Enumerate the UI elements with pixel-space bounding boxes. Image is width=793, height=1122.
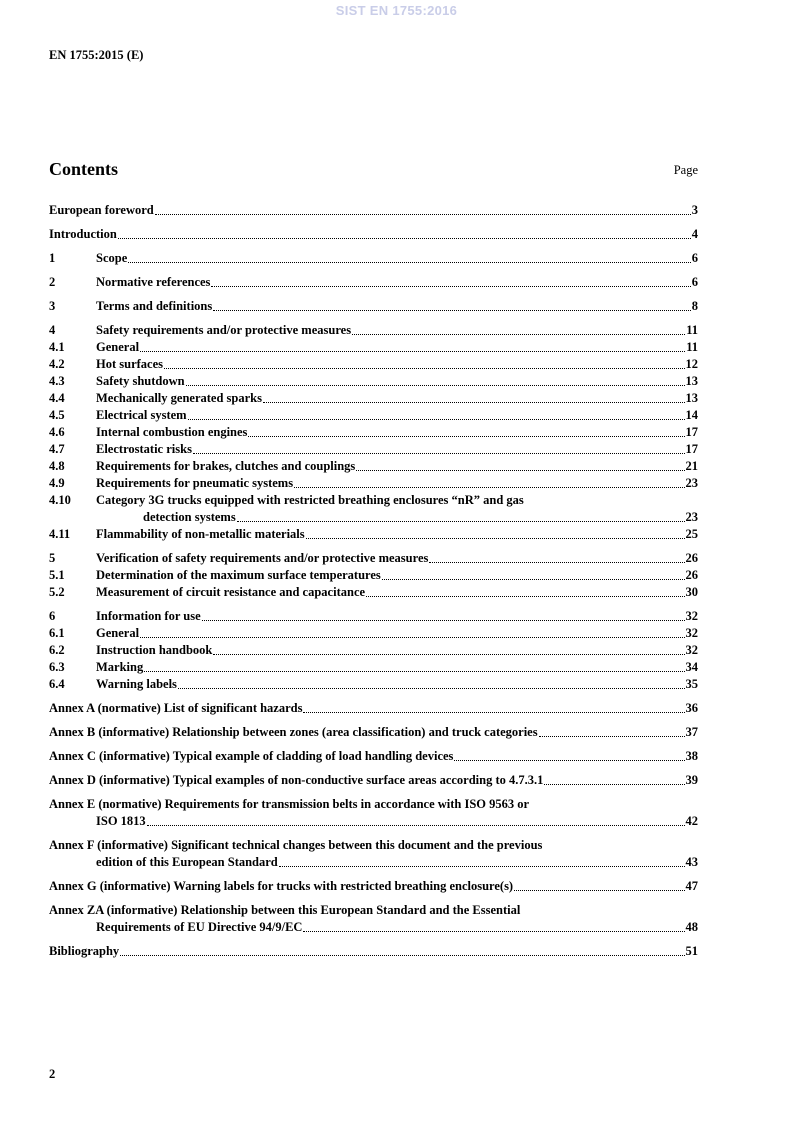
- toc-group: [49, 202, 698, 219]
- dot-leader: [120, 955, 684, 956]
- toc-group: [49, 322, 698, 543]
- toc-entry-page: 21: [685, 459, 698, 473]
- toc-entry-title: Requirements for pneumatic systems: [96, 476, 294, 490]
- toc-entry[interactable]: [49, 458, 698, 475]
- toc-group: [49, 878, 698, 895]
- toc-entry-title: General: [96, 340, 140, 354]
- toc-entry-title: Normative references: [96, 275, 211, 289]
- dot-leader: [128, 262, 691, 263]
- toc-entry-title: Annex B (informative) Relationship between zones (area classification) and truck categories: [49, 725, 538, 739]
- toc-entry[interactable]: [49, 274, 698, 291]
- dot-leader: [193, 453, 685, 454]
- toc-entry-title-continued: detection systems: [143, 510, 236, 524]
- toc-entry-title: Annex A (normative) List of significant hazards: [49, 701, 303, 715]
- toc-entry[interactable]: [49, 659, 698, 676]
- toc-entry[interactable]: [49, 373, 698, 390]
- toc-entry[interactable]: [49, 550, 698, 567]
- toc-entry-title: Marking: [96, 660, 144, 674]
- toc-entry-page: 17: [685, 425, 698, 439]
- dot-leader: [213, 310, 691, 311]
- toc-entry-title: Annex F (informative) Significant technical changes between this document and the previous: [49, 838, 543, 852]
- dot-leader: [144, 671, 684, 672]
- toc-entry[interactable]: [49, 424, 698, 441]
- toc-entry[interactable]: [49, 475, 698, 492]
- dot-leader: [294, 487, 684, 488]
- dot-leader: [454, 760, 684, 761]
- toc-entry[interactable]: [49, 796, 698, 830]
- toc-entry[interactable]: [49, 339, 698, 356]
- toc-entry-number: 5: [49, 551, 56, 565]
- dot-leader: [366, 596, 684, 597]
- toc-entry-number: 4.6: [49, 425, 65, 439]
- toc-entry-page: 23: [685, 476, 698, 490]
- toc-entry-page: 26: [685, 568, 698, 582]
- toc-entry-page: 26: [685, 551, 698, 565]
- toc-entry[interactable]: [49, 748, 698, 765]
- toc-entry[interactable]: [49, 390, 698, 407]
- toc-entry-title: Requirements for brakes, clutches and couplings: [96, 459, 356, 473]
- toc-group: [49, 772, 698, 789]
- toc-entry-number: 5.2: [49, 585, 65, 599]
- toc-entry-page: 23: [685, 510, 698, 524]
- toc-group: [49, 608, 698, 693]
- toc-entry-number: 5.1: [49, 568, 65, 582]
- toc-entry-title: Bibliography: [49, 944, 120, 958]
- toc-entry-page: 13: [685, 391, 698, 405]
- toc-entry-number: 1: [49, 251, 56, 265]
- toc-group: [49, 748, 698, 765]
- toc-entry-title: Hot surfaces: [96, 357, 163, 371]
- toc-entry-number: 4.8: [49, 459, 65, 473]
- dot-leader: [544, 784, 684, 785]
- toc-entry[interactable]: [49, 322, 698, 339]
- toc-entry-page: 39: [685, 773, 698, 787]
- toc-entry-number: 4.3: [49, 374, 65, 388]
- toc-entry-title: Annex C (informative) Typical example of cladding of load handling devices: [49, 749, 454, 763]
- dot-leader: [118, 238, 691, 239]
- dot-leader: [306, 538, 685, 539]
- toc-entry-title: Warning labels: [96, 677, 177, 691]
- dot-leader: [140, 351, 685, 352]
- table-of-contents: [49, 202, 698, 967]
- document-id: EN 1755:2015 (E): [49, 48, 144, 62]
- dot-leader: [248, 436, 684, 437]
- toc-entry[interactable]: [49, 298, 698, 315]
- toc-entry[interactable]: [49, 492, 698, 526]
- dot-leader: [352, 334, 685, 335]
- toc-entry-title: Information for use: [96, 609, 201, 623]
- toc-entry-number: 6.2: [49, 643, 65, 657]
- toc-entry-number: 4.7: [49, 442, 65, 456]
- toc-group: [49, 250, 698, 267]
- toc-entry-page: 38: [685, 749, 698, 763]
- toc-entry-page: 25: [685, 527, 698, 541]
- toc-entry-title: Annex D (informative) Typical examples of non-conductive surface areas according to 4.7.3.1: [49, 773, 544, 787]
- toc-entry-title: General: [96, 626, 140, 640]
- toc-entry-title: Safety requirements and/or protective measures: [96, 323, 352, 337]
- dot-leader: [237, 521, 685, 522]
- toc-entry[interactable]: [49, 943, 698, 960]
- toc-entry-number: 4.10: [49, 493, 71, 507]
- toc-entry-title: Annex G (informative) Warning labels for trucks with restricted breathing enclosure(s): [49, 879, 514, 893]
- toc-entry[interactable]: [49, 202, 698, 219]
- toc-group: [49, 298, 698, 315]
- toc-entry-page: 48: [685, 920, 698, 934]
- toc-entry-page: 4: [691, 227, 698, 241]
- toc-entry-number: 4.11: [49, 527, 71, 541]
- toc-entry-number: 2: [49, 275, 56, 289]
- toc-entry-title: Category 3G trucks equipped with restricted breathing enclosures “nR” and gas: [96, 493, 524, 507]
- toc-group: [49, 226, 698, 243]
- toc-entry-number: 4: [49, 323, 56, 337]
- dot-leader: [539, 736, 685, 737]
- toc-group: [49, 902, 698, 936]
- toc-entry-page: 11: [686, 340, 698, 354]
- dot-leader: [178, 688, 685, 689]
- toc-entry-number: 6.3: [49, 660, 65, 674]
- toc-entry-title: Mechanically generated sparks: [96, 391, 262, 405]
- toc-entry-number: 4.9: [49, 476, 65, 490]
- dot-leader: [213, 654, 684, 655]
- toc-entry-title: Terms and definitions: [96, 299, 213, 313]
- dot-leader: [263, 402, 685, 403]
- dot-leader: [356, 470, 684, 471]
- toc-entry[interactable]: [49, 642, 698, 659]
- page-column-label: Page: [673, 163, 698, 177]
- toc-entry-page: 3: [691, 203, 698, 217]
- toc-entry[interactable]: [49, 902, 698, 936]
- toc-entry[interactable]: [49, 772, 698, 789]
- toc-entry-page: 6: [691, 251, 698, 265]
- dot-leader: [382, 579, 685, 580]
- toc-group: [49, 700, 698, 717]
- footer-page-number: 2: [49, 1067, 56, 1081]
- toc-group: [49, 274, 698, 291]
- watermark: SIST EN 1755:2016: [335, 3, 458, 18]
- toc-entry[interactable]: [49, 526, 698, 543]
- toc-entry[interactable]: [49, 676, 698, 693]
- dot-leader: [155, 214, 691, 215]
- toc-entry[interactable]: [49, 441, 698, 458]
- toc-entry-title: Electrical system: [96, 408, 187, 422]
- toc-entry-title: Measurement of circuit resistance and capacitance: [96, 585, 366, 599]
- toc-entry[interactable]: [49, 608, 698, 625]
- toc-entry-page: 34: [685, 660, 698, 674]
- toc-entry[interactable]: [49, 584, 698, 601]
- toc-entry-title: Flammability of non-metallic materials: [96, 527, 305, 541]
- toc-entry-title-continued: edition of this European Standard: [96, 855, 278, 869]
- dot-leader: [429, 562, 684, 563]
- toc-entry[interactable]: [49, 567, 698, 584]
- toc-entry[interactable]: [49, 226, 698, 243]
- toc-entry[interactable]: [49, 625, 698, 642]
- toc-group: [49, 943, 698, 960]
- toc-entry-page: 32: [685, 626, 698, 640]
- toc-entry-page: 8: [691, 299, 698, 313]
- toc-entry[interactable]: [49, 407, 698, 424]
- toc-entry-number: 4.5: [49, 408, 65, 422]
- toc-entry-title: Annex ZA (informative) Relationship between this European Standard and the Essential: [49, 903, 521, 917]
- toc-entry-number: 6: [49, 609, 56, 623]
- toc-entry-title: Electrostatic risks: [96, 442, 192, 456]
- toc-entry-page: 12: [685, 357, 698, 371]
- toc-entry-title-continued: ISO 1813: [96, 814, 146, 828]
- toc-entry-title: Safety shutdown: [96, 374, 185, 388]
- toc-entry-page: 17: [685, 442, 698, 456]
- toc-entry-page: 42: [685, 814, 698, 828]
- toc-entry[interactable]: [49, 250, 698, 267]
- toc-entry-page: 32: [685, 609, 698, 623]
- toc-entry[interactable]: [49, 356, 698, 373]
- toc-group: [49, 550, 698, 601]
- toc-entry-title: Instruction handbook: [96, 643, 213, 657]
- contents-heading: Contents: [49, 159, 119, 179]
- toc-entry-number: 4.1: [49, 340, 65, 354]
- dot-leader: [202, 620, 685, 621]
- toc-entry-page: 11: [686, 323, 698, 337]
- toc-entry-number: 4.2: [49, 357, 65, 371]
- dot-leader: [279, 866, 685, 867]
- toc-entry-page: 43: [685, 855, 698, 869]
- toc-entry-page: 51: [685, 944, 698, 958]
- toc-entry-page: 36: [685, 701, 698, 715]
- toc-entry-number: 6.4: [49, 677, 65, 691]
- dot-leader: [186, 385, 685, 386]
- toc-entry-page: 6: [691, 275, 698, 289]
- toc-entry-title-continued: Requirements of EU Directive 94/9/EC: [96, 920, 303, 934]
- toc-entry-page: 35: [685, 677, 698, 691]
- toc-entry[interactable]: [49, 837, 698, 871]
- toc-entry-title: Internal combustion engines: [96, 425, 248, 439]
- toc-group: [49, 796, 698, 830]
- dot-leader: [514, 890, 684, 891]
- dot-leader: [188, 419, 685, 420]
- dot-leader: [303, 712, 684, 713]
- toc-entry-page: 32: [685, 643, 698, 657]
- toc-entry-page: 47: [685, 879, 698, 893]
- toc-group: [49, 837, 698, 871]
- toc-entry-page: 37: [685, 725, 698, 739]
- toc-entry-number: 6.1: [49, 626, 65, 640]
- dot-leader: [164, 368, 685, 369]
- toc-entry-title: Scope: [96, 251, 128, 265]
- toc-entry-page: 30: [685, 585, 698, 599]
- toc-entry-number: 4.4: [49, 391, 65, 405]
- dot-leader: [140, 637, 684, 638]
- toc-entry[interactable]: [49, 878, 698, 895]
- toc-entry-title: European foreword: [49, 203, 154, 217]
- toc-group: [49, 724, 698, 741]
- toc-entry-title: Determination of the maximum surface temperatures: [96, 568, 381, 582]
- toc-entry[interactable]: [49, 724, 698, 741]
- toc-entry-title: Introduction: [49, 227, 117, 241]
- dot-leader: [147, 825, 685, 826]
- toc-entry-title: Annex E (normative) Requirements for transmission belts in accordance with ISO 9563 or: [49, 797, 530, 811]
- toc-entry-page: 14: [685, 408, 698, 422]
- toc-entry-title: Verification of safety requirements and/or protective measures: [96, 551, 429, 565]
- dot-leader: [211, 286, 690, 287]
- toc-entry-number: 3: [49, 299, 56, 313]
- toc-entry-page: 13: [685, 374, 698, 388]
- toc-entry[interactable]: [49, 700, 698, 717]
- dot-leader: [303, 931, 684, 932]
